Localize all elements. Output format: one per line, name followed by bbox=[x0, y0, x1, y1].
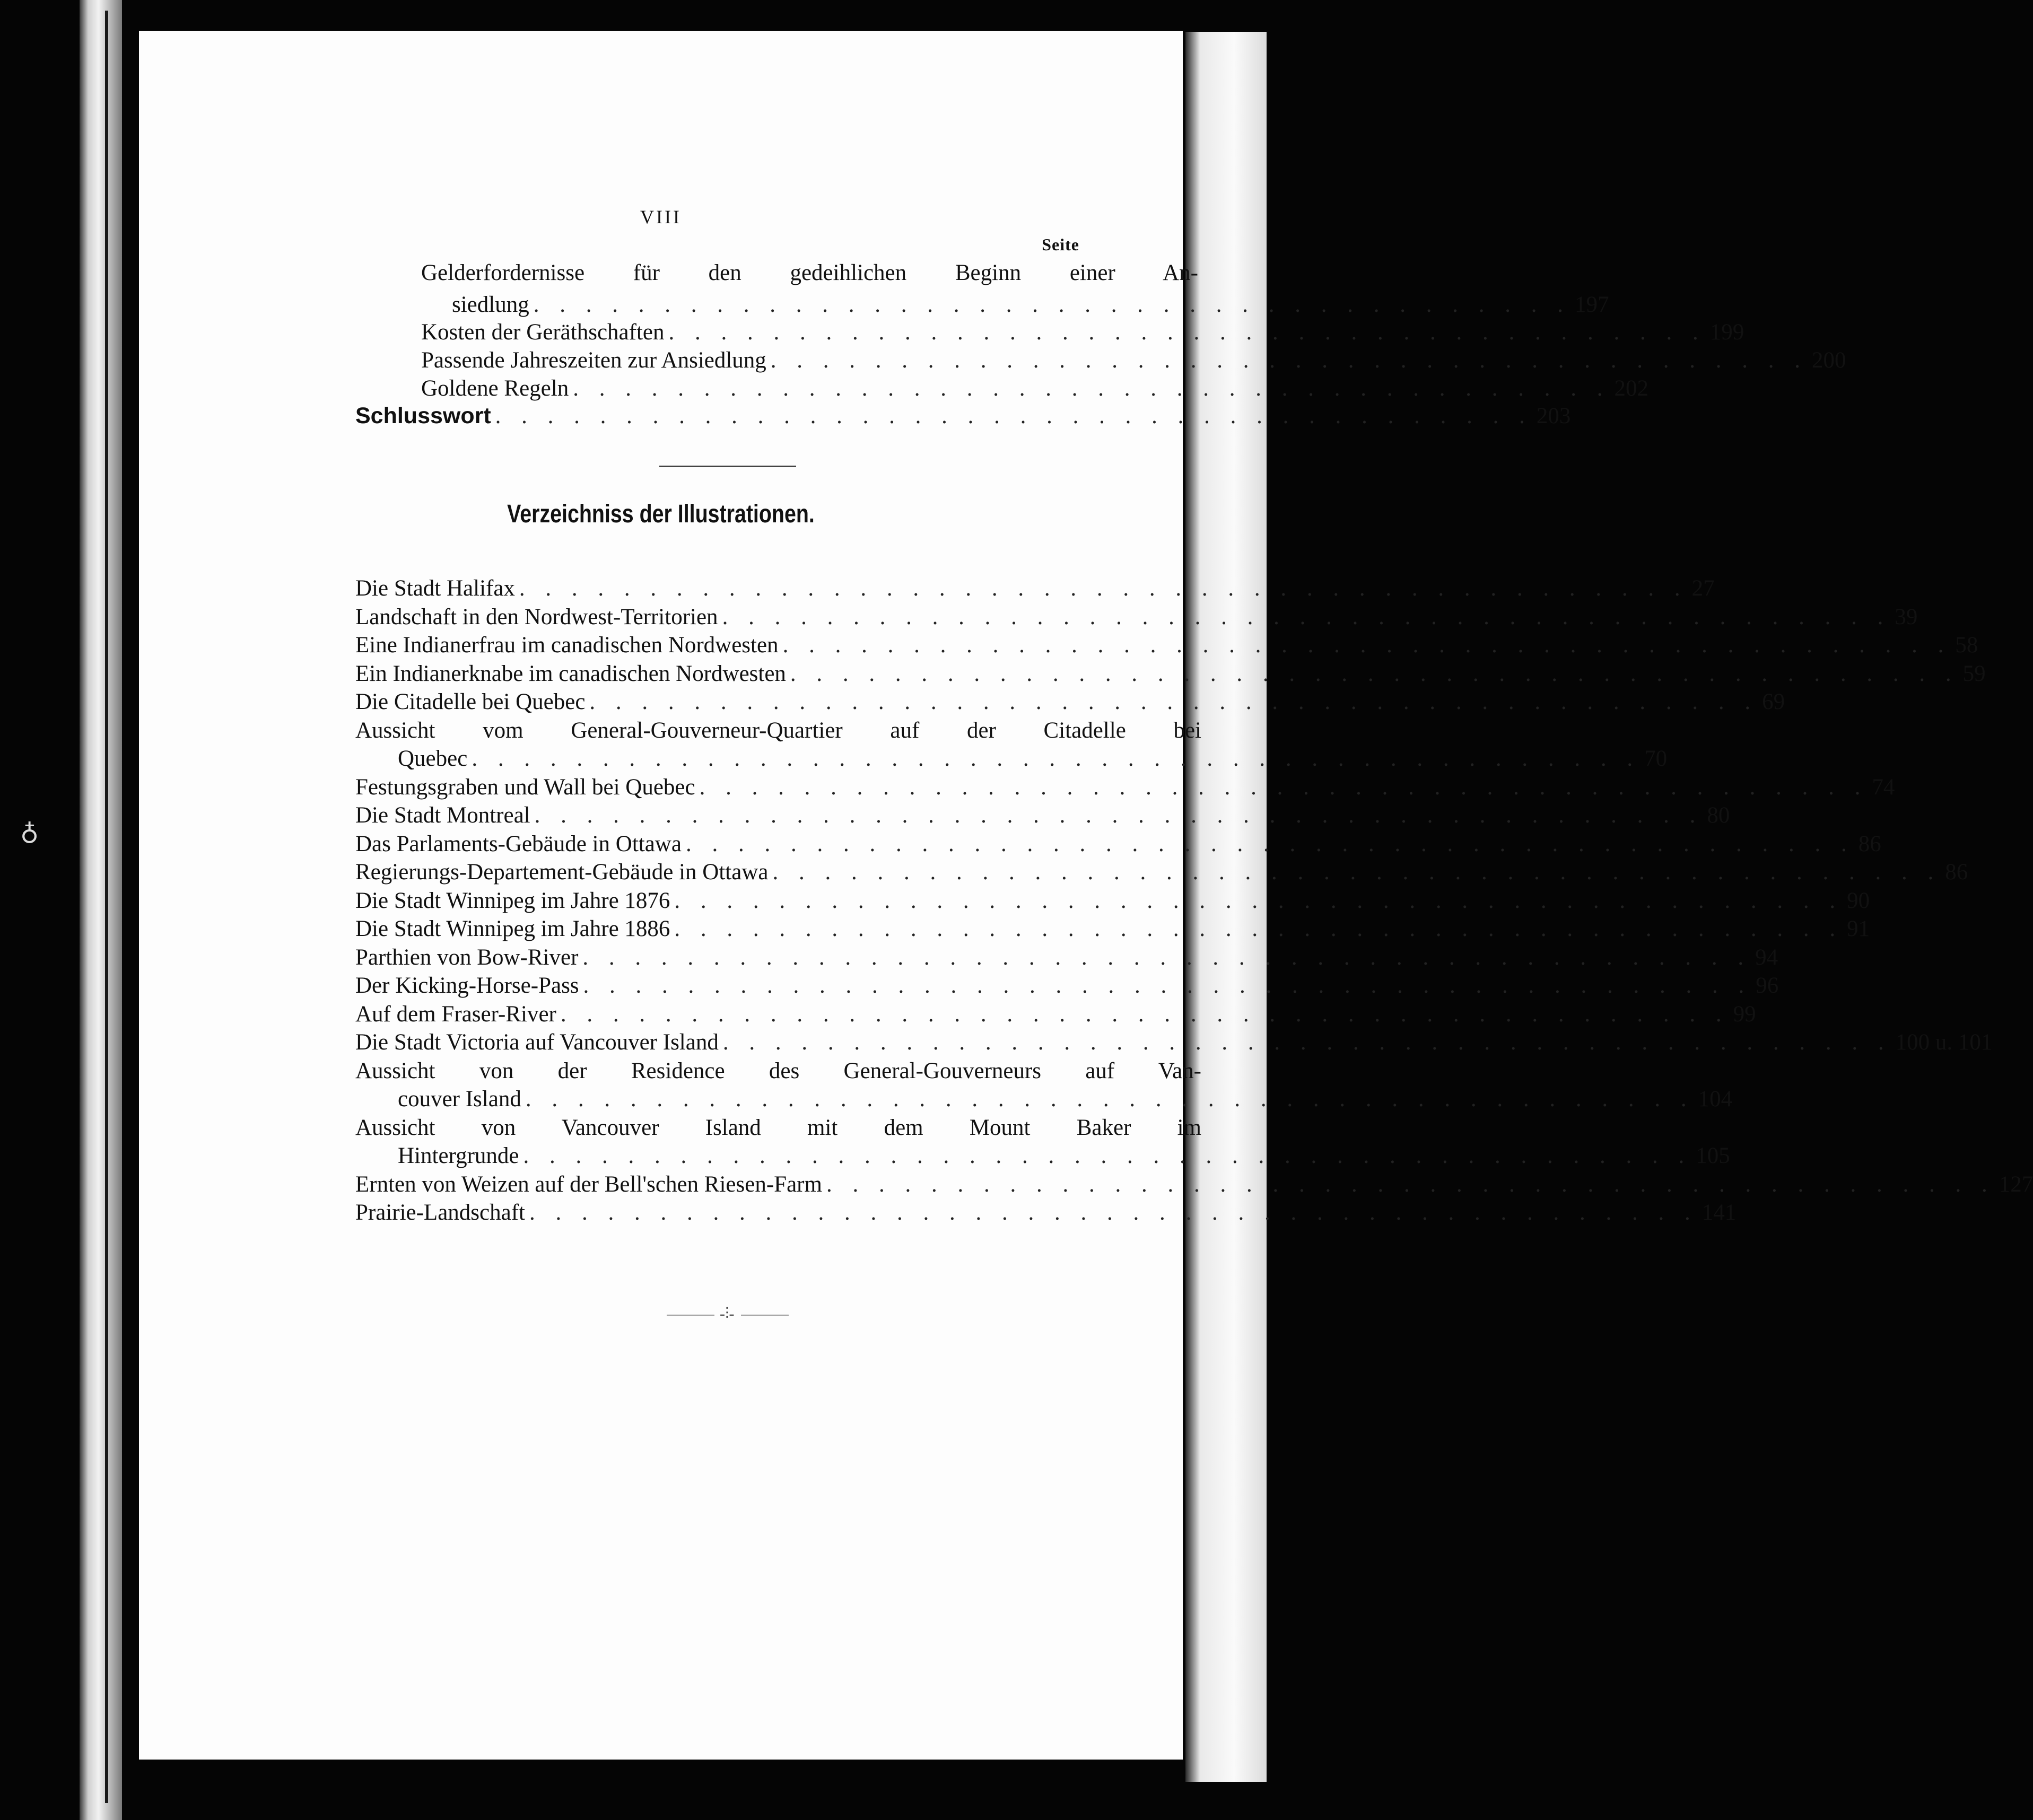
illustration-entry-page: 141 bbox=[1702, 1200, 1737, 1225]
toc-entry bbox=[421, 318, 1744, 346]
illustration-entry-page: 91 bbox=[1847, 916, 1870, 941]
illustration-entry-label: Ein Indianerknabe im canadischen Nordwesten bbox=[355, 661, 786, 686]
illustration-entry-label: Die Stadt Montreal bbox=[355, 803, 530, 828]
leader-dots: . . . . . . . . . . . . . . . . . . . . . . . . . . . . . . . . . . . . . . . . . . . . . bbox=[525, 1087, 1694, 1112]
illustration-entry bbox=[355, 773, 1895, 801]
toc-entry-label: Passende Jahreszeiten zur Ansiedlung bbox=[421, 348, 766, 373]
end-ornament: -⫶- bbox=[667, 1305, 789, 1326]
illustration-entry bbox=[355, 1028, 1993, 1056]
margin-mark: ♁ bbox=[20, 818, 39, 846]
leader-dots: . . . . . . . . . . . . . . . . . . . . . . . . . . . . . . . . . . . . . . . . . . . . . bbox=[472, 746, 1641, 771]
page-number-header: VIII bbox=[640, 206, 682, 228]
illustration-entry bbox=[355, 631, 1978, 659]
leader-dots: . . . . . . . . . . . . . . . . . . . . . . . . . . . . . . . . . . . . . . . . . . . . . bbox=[582, 944, 1751, 970]
illustration-entry bbox=[355, 858, 1968, 886]
leader-dots: . . . . . . . . . . . . . . . . . . . . . . . . . . . . . . . . . . . . . . . . . . . . . bbox=[529, 1200, 1698, 1225]
illustration-entry bbox=[355, 1000, 1756, 1028]
leader-dots: . . . . . . . . . . . . . . . . . . . . . . . . . . . . . . . . . . . . . . . . bbox=[770, 348, 1808, 373]
leader-dots: . . . . . . . . . . . . . . . . . . . . . . . . . . . . . . . . . . . . . . . . . . . . . bbox=[519, 576, 1688, 601]
toc-entry-label: Kosten der Geräthschaften bbox=[421, 320, 665, 345]
leader-dots: . . . . . . . . . . . . . . . . . . . . . . . . . . . . . . . . . . . . . . . . . . . . . bbox=[583, 973, 1752, 998]
toc-entry-line1: Gelderfordernisse für den gedeihlichen Beginn einer An- bbox=[421, 260, 1198, 285]
illustration-entry-label: Prairie-Landschaft bbox=[355, 1200, 525, 1225]
closing-entry-page: 203 bbox=[1536, 404, 1571, 428]
illustration-entry-label: Der Kicking-Horse-Pass bbox=[355, 973, 579, 998]
illustrations-title: Verzeichniss der Illustrationen. bbox=[507, 500, 815, 528]
illustration-entry-label: Die Stadt Winnipeg im Jahre 1876 bbox=[355, 888, 670, 913]
illustration-entry bbox=[355, 1170, 2033, 1198]
book-page bbox=[139, 31, 2033, 1760]
illustration-entry-label: Parthien von Bow-River bbox=[355, 944, 579, 970]
leader-dots: . . . . . . . . . . . . . . . . . . . . . . . . . . . . . . . . . . . . . . . . . . . . . bbox=[674, 916, 1843, 941]
illustration-entry-label: Die Stadt Winnipeg im Jahre 1886 bbox=[355, 916, 670, 941]
illustration-entry-page: 86 bbox=[1945, 860, 1968, 885]
leader-dots: . . . . . . . . . . . . . . . . . . . . . . . . . . . . . . . . . . . . . . . . . . . . . bbox=[772, 860, 1941, 885]
illustration-entry bbox=[355, 603, 1918, 631]
illustration-entry bbox=[355, 574, 1715, 602]
illustration-entry-label: Quebec bbox=[398, 746, 468, 771]
leader-dots: . . . . . . . . . . . . . . . . . . . . . . . . . . . . . . . . . . . . . . . . . . . . . bbox=[790, 661, 1959, 686]
illustration-entry bbox=[398, 745, 1668, 773]
leader-dots: . . . . . . . . . . . . . . . . . . . . . . . . . . . . . . . . . . . . . . . . . . . . . bbox=[523, 1143, 1692, 1168]
seite-column-label: Seite bbox=[1042, 235, 1079, 254]
illustration-entry-page: 94 bbox=[1755, 944, 1778, 970]
illustration-entry bbox=[355, 801, 1730, 829]
toc-entry-page: 202 bbox=[1614, 376, 1648, 401]
illustration-entry bbox=[355, 830, 1881, 858]
illustration-entry-page: 100 u. 101 bbox=[1895, 1030, 1993, 1055]
illustration-entry-label: Ernten von Weizen auf der Bell'schen Riesen-Farm bbox=[355, 1171, 822, 1197]
leader-dots: . . . . . . . . . . . . . . . . . . . . . . . . . . . . . . . . . . . . . . . . bbox=[573, 376, 1610, 401]
illustration-entry-label: Die Stadt Victoria auf Vancouver Island bbox=[355, 1030, 719, 1055]
illustration-entry-label: Die Citadelle bei Quebec bbox=[355, 689, 586, 714]
illustration-entry-page: 104 bbox=[1698, 1087, 1733, 1112]
leader-dots: . . . . . . . . . . . . . . . . . . . . . . . . . . . . . . . . . . . . . . . . . . . . . bbox=[534, 803, 1703, 828]
leader-dots: . . . . . . . . . . . . . . . . . . . . . . . . . . . . . . . . . . . . . . . . . . . . . bbox=[722, 1030, 1891, 1055]
illustration-entry bbox=[355, 1198, 1737, 1227]
illustration-entry-page: 59 bbox=[1962, 661, 1986, 686]
illustration-entry-line1: Aussicht von Vancouver Island mit dem Mount Baker im bbox=[355, 1115, 1201, 1140]
toc-entry-page: 197 bbox=[1574, 292, 1609, 317]
illustration-entry-label: Eine Indianerfrau im canadischen Nordwesten bbox=[355, 633, 779, 658]
toc-entry bbox=[421, 374, 1648, 402]
binding-strip bbox=[80, 0, 122, 1820]
closing-entry bbox=[355, 402, 1571, 430]
illustration-entry-line1: Aussicht von der Residence des General-Gouverneurs auf Van- bbox=[355, 1058, 1201, 1083]
illustration-entry-page: 127 bbox=[1999, 1171, 2033, 1197]
illustration-entry-line1: Aussicht vom General-Gouverneur-Quartier auf der Citadelle bei bbox=[355, 718, 1201, 743]
illustration-entry-label: Hintergrunde bbox=[398, 1143, 519, 1168]
leader-dots: . . . . . . . . . . . . . . . . . . . . . . . . . . . . . . . . . . . . . . . . . . . . . bbox=[685, 831, 1854, 856]
leader-dots: . . . . . . . . . . . . . . . . . . . . . . . . . . . . . . . . . . . . . . . . . . . . . bbox=[589, 689, 1758, 714]
illustration-entry-page: 39 bbox=[1895, 604, 1918, 629]
illustration-entry-label: Auf dem Fraser-River bbox=[355, 1001, 556, 1027]
leader-dots: . . . . . . . . . . . . . . . . . . . . . . . . . . . . . . . . . . . . . . . . . . . . . bbox=[674, 888, 1843, 913]
illustration-entry-page: 86 bbox=[1858, 831, 1881, 856]
toc-entry-label: siedlung bbox=[452, 292, 529, 317]
illustration-entry-label: Das Parlaments-Gebäude in Ottawa bbox=[355, 831, 682, 856]
toc-entry bbox=[421, 346, 1846, 374]
toc-entry bbox=[452, 291, 1609, 319]
illustration-entry-page: 70 bbox=[1644, 746, 1668, 771]
binding-line bbox=[105, 11, 108, 1803]
leader-dots: . . . . . . . . . . . . . . . . . . . . . . . . . . . . . . . . . . . . . . . . . . . . . bbox=[782, 633, 1951, 658]
section-divider bbox=[659, 466, 796, 467]
toc-entry-label: Goldene Regeln bbox=[421, 376, 569, 401]
illustration-entry-page: 99 bbox=[1733, 1001, 1756, 1027]
illustration-entry bbox=[398, 1142, 1730, 1170]
illustration-entry-label: couver Island bbox=[398, 1087, 521, 1112]
illustration-entry-page: 58 bbox=[1955, 633, 1978, 658]
illustration-entry bbox=[398, 1085, 1733, 1113]
leader-dots: . . . . . . . . . . . . . . . . . . . . . . . . . . . . . . . . . . . . . . . . . . . . . bbox=[826, 1171, 1995, 1197]
illustration-entry-label: Festungsgraben und Wall bei Quebec bbox=[355, 774, 695, 800]
illustration-entry-page: 90 bbox=[1847, 888, 1870, 913]
illustration-entry-page: 69 bbox=[1762, 689, 1785, 714]
illustration-entry-page: 96 bbox=[1756, 973, 1779, 998]
illustration-entry bbox=[355, 887, 1870, 915]
illustration-entry bbox=[355, 915, 1870, 943]
illustration-entry bbox=[355, 660, 1986, 688]
leader-dots: . . . . . . . . . . . . . . . . . . . . . . . . . . . . . . . . . . . . . . . . . . . . . bbox=[699, 774, 1868, 800]
illustration-entry-page: 27 bbox=[1691, 576, 1715, 601]
illustration-entry bbox=[355, 688, 1785, 716]
leader-dots: . . . . . . . . . . . . . . . . . . . . . . . . . . . . . . . . . . . . . . . . . . . . . bbox=[560, 1001, 1729, 1027]
leader-dots: . . . . . . . . . . . . . . . . . . . . . . . . . . . . . . . . . . . . . . . . bbox=[495, 404, 1532, 428]
illustration-entry-page: 105 bbox=[1696, 1143, 1730, 1168]
illustration-entry-page: 80 bbox=[1707, 803, 1730, 828]
leader-dots: . . . . . . . . . . . . . . . . . . . . . . . . . . . . . . . . . . . . . . . . bbox=[533, 292, 1570, 317]
illustration-entry bbox=[355, 943, 1778, 972]
illustration-entry-label: Die Stadt Halifax bbox=[355, 576, 515, 601]
illustration-entry-label: Landschaft in den Nordwest-Territorien bbox=[355, 604, 718, 629]
illustration-entry-label: Regierungs-Departement-Gebäude in Ottawa bbox=[355, 860, 769, 885]
illustration-entry-page: 74 bbox=[1872, 774, 1895, 800]
toc-entry-page: 199 bbox=[1709, 320, 1744, 345]
leader-dots: . . . . . . . . . . . . . . . . . . . . . . . . . . . . . . . . . . . . . . . . bbox=[668, 320, 1706, 345]
illustration-entry bbox=[355, 972, 1779, 1000]
leader-dots: . . . . . . . . . . . . . . . . . . . . . . . . . . . . . . . . . . . . . . . . . . . . . bbox=[722, 604, 1891, 629]
closing-entry-label: Schlusswort bbox=[355, 403, 491, 428]
toc-entry-page: 200 bbox=[1812, 348, 1846, 373]
